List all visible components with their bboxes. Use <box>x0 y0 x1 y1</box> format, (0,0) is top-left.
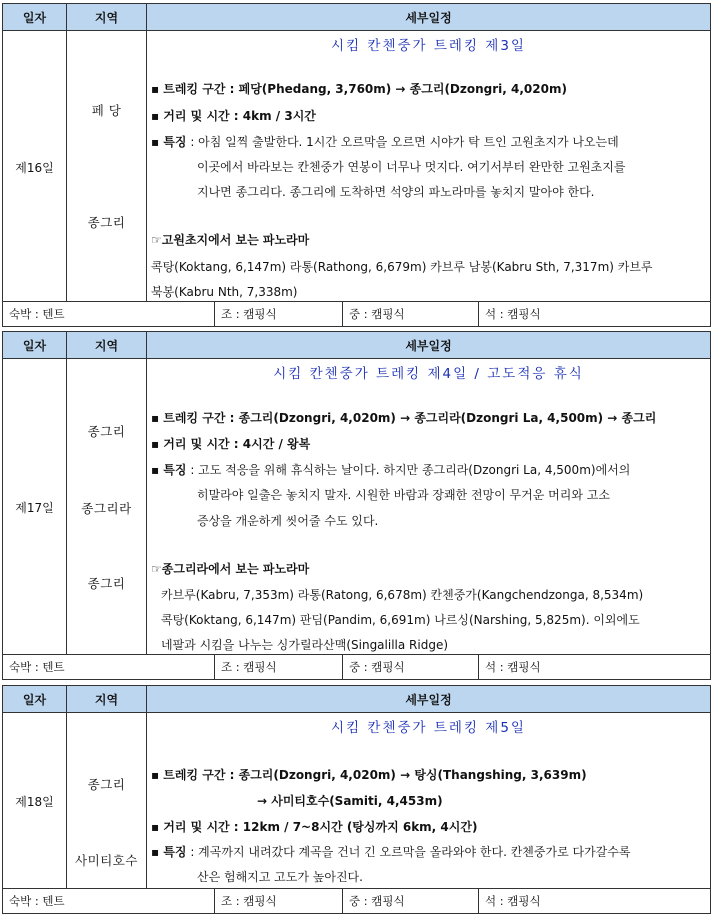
header-region: 지역 <box>67 686 147 712</box>
panorama-heading: ☞고원초지에서 보는 파노라마 <box>151 233 310 247</box>
day-label: 제17일 <box>15 501 54 515</box>
lodging-cell: 숙박 : 텐트 <box>3 302 215 326</box>
table-body-row <box>3 359 710 655</box>
detail-line: 카브루(Kabru, 7,353m) 라통(Ratong, 6,678m) 칸첸중가(Kangchendzonga, 8,534m) <box>161 588 644 602</box>
detail-line: ▪ 트레킹 구간 : 종그리(Dzongri, 4,020m) → 종그리라(Dzongri La, 4,500m) → 종그리 <box>151 411 657 425</box>
header-detail: 세부일정 <box>405 692 452 707</box>
panorama-heading: ☞종그리라에서 보는 파노라마 <box>151 562 310 576</box>
table-header <box>3 4 710 31</box>
detail-title: 시킴 칸첸중가 트레킹 제5일 <box>331 720 526 736</box>
region-cell <box>67 31 147 301</box>
day-cell <box>3 359 67 654</box>
day-cell <box>3 31 67 301</box>
header-detail: 세부일정 <box>405 10 452 25</box>
detail-cell <box>147 31 710 301</box>
dinner-cell: 석 : 캠핑식 <box>485 894 541 908</box>
day-label: 제16일 <box>15 161 54 175</box>
detail-line: ▪ 특징 : 아침 일찍 출발한다. 1시간 오르막을 오르면 시야가 탁 트인 고원초지가 나오는데 <box>151 135 619 149</box>
detail-line: ▪ 거리 및 시간 : 4시간 / 왕복 <box>151 437 311 451</box>
detail-line: 지나면 종그리다. 종그리에 도착하면 석양의 파노라마를 놓치지 말아야 한다. <box>197 185 595 199</box>
dinner-cell: 석 : 캠핑식 <box>485 307 541 321</box>
table-header <box>3 686 710 713</box>
detail-line: ▪ 거리 및 시간 : 4km / 3시간 <box>151 109 316 123</box>
detail-line: 네팔과 시킴을 나누는 싱가릴라산맥(Singalilla Ridge) <box>161 638 449 652</box>
detail-line: ▪ 트레킹 구간 : 종그리(Dzongri, 4,020m) → 탕싱(Thangshing, 3,639m) <box>151 768 587 782</box>
detail-line: 이곳에서 바라보는 칸첸중가 연봉이 너무나 멋지다. 여기서부터 완만한 고원초지를 <box>197 160 626 174</box>
day-16-table <box>2 3 711 327</box>
region-cell <box>67 359 147 654</box>
table-body-row <box>3 713 710 889</box>
lunch-cell: 중 : 캠핑식 <box>343 302 479 326</box>
detail-line: → 사미티호수(Samiti, 4,453m) <box>257 794 443 808</box>
breakfast-cell: 조 : 캠핑식 <box>215 655 343 679</box>
detail-line: ▪ 거리 및 시간 : 12km / 7~8시간 (탕싱까지 6km, 4시간) <box>151 820 478 834</box>
region-label: 종그리 <box>87 215 126 230</box>
detail-title: 시킴 칸첸중가 트레킹 제3일 <box>331 38 526 54</box>
header-day: 일자 <box>3 332 67 358</box>
lodging-cell: 숙박 : 텐트 <box>3 889 215 913</box>
breakfast-cell: 조 : 캠핑식 <box>215 889 343 913</box>
detail-line: 콕탕(Koktang, 6,147m) 판딤(Pandim, 6,691m) 나르싱(Narshing, 5,825m). 이외에도 <box>161 613 640 627</box>
detail-line: ▪ 트레킹 구간 : 페당(Phedang, 3,760m) → 종그리(Dzongri, 4,020m) <box>151 82 567 96</box>
header-region: 지역 <box>67 4 147 30</box>
dinner-cell: 석 : 캠핑식 <box>485 660 541 674</box>
detail-line: 산은 험해지고 고도가 높아진다. <box>197 870 363 884</box>
lunch-cell: 중 : 캠핑식 <box>343 889 479 913</box>
region-label: 사미티호수 <box>75 853 138 868</box>
detail-line: 콕탕(Koktang, 6,147m) 라통(Rathong, 6,679m) 카브루 남봉(Kabru Sth, 7,317m) 카브루 <box>151 260 653 274</box>
day-18-table <box>2 685 711 914</box>
table-footer <box>3 655 710 679</box>
day-17-table <box>2 331 711 680</box>
day-cell <box>3 713 67 888</box>
lodging-cell: 숙박 : 텐트 <box>3 655 215 679</box>
table-footer <box>3 889 710 913</box>
region-label: 페 당 <box>91 103 122 118</box>
table-body-row <box>3 31 710 302</box>
header-day: 일자 <box>3 686 67 712</box>
region-label: 종그리 <box>87 576 126 591</box>
detail-title: 시킴 칸첸중가 트레킹 제4일 / 고도적응 휴식 <box>273 366 584 382</box>
region-label: 종그리 <box>87 424 126 439</box>
lunch-cell: 중 : 캠핑식 <box>343 655 479 679</box>
region-label: 종그리 <box>87 777 126 792</box>
header-region: 지역 <box>67 332 147 358</box>
detail-line: 북봉(Kabru Nth, 7,338m) <box>151 285 298 299</box>
detail-line: 히말라야 일출은 놓치지 말자. 시원한 바람과 장쾌한 전망이 무거운 머리와 고소 <box>197 488 610 502</box>
header-day: 일자 <box>3 4 67 30</box>
region-label: 종그리라 <box>81 501 132 516</box>
detail-line: 증상을 개운하게 씻어줄 수도 있다. <box>197 514 379 528</box>
detail-line: ▪ 특징 : 계곡까지 내려갔다 계곡을 건너 긴 오르막을 올라와야 한다. 칸첸중가로 다가갈수록 <box>151 845 631 859</box>
table-footer <box>3 302 710 326</box>
detail-line: ▪ 특징 : 고도 적응을 위해 휴식하는 날이다. 하지만 종그리라(Dzongri La, 4,500m)에서의 <box>151 463 631 477</box>
detail-cell <box>147 713 710 888</box>
region-cell <box>67 713 147 888</box>
day-label: 제18일 <box>15 795 54 809</box>
breakfast-cell: 조 : 캠핑식 <box>215 302 343 326</box>
detail-cell <box>147 359 710 654</box>
table-header <box>3 332 710 359</box>
header-detail: 세부일정 <box>405 338 452 353</box>
